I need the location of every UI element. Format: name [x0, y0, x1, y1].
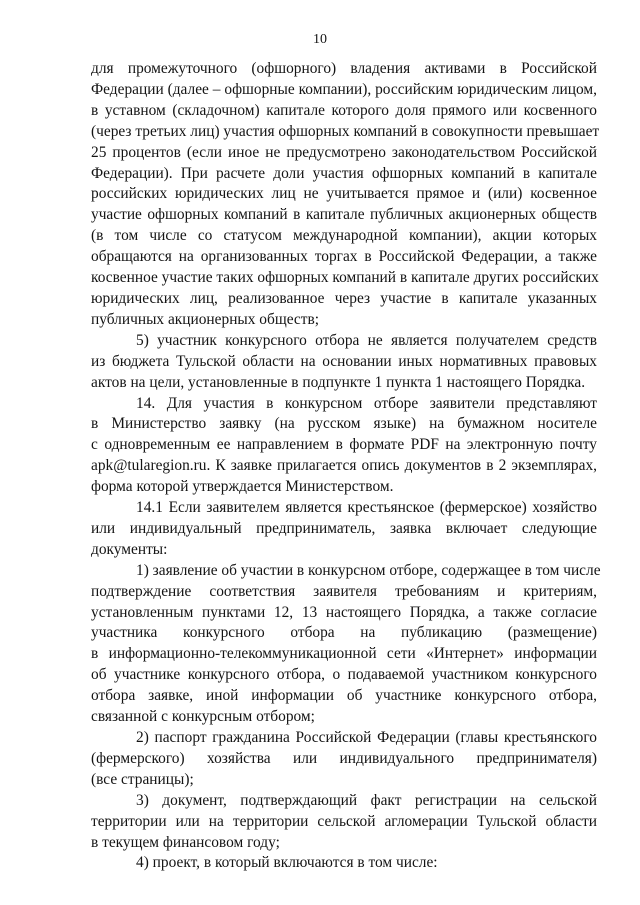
text-line: подтверждение соответствия заявителя требованиям и критериям,	[91, 582, 597, 600]
text-line: участие офшорных компаний в капитале публичных акционерных обществ	[91, 206, 597, 224]
text-line: 14. Для участия в конкурсном отборе заявители представляют	[136, 394, 597, 412]
text-line: (фермерского) хозяйства или индивидуального предпринимателя)	[91, 749, 597, 767]
text-line: 5) участник конкурсного отбора не является получателем средств	[136, 331, 597, 349]
paragraph-section-14	[91, 394, 597, 499]
text-line: Федерации). При расчете доли участия офшорных компаний в капитале	[91, 164, 597, 182]
paragraph-offshore-continuation	[91, 59, 600, 331]
text-line: установленным пунктами 12, 13 настоящего Порядка, а также согласие	[91, 603, 597, 621]
document-body	[91, 59, 601, 874]
text-line: в Министерство заявку (на русском языке) на бумажном носителе	[91, 415, 597, 433]
text-line: связанной с конкурсным отбором;	[91, 708, 315, 726]
text-line: в уставном (складочном) капитале которого доля прямого или косвенного	[91, 101, 597, 119]
text-line: косвенное участие таких офшорных компаний в капитале других российских	[91, 269, 599, 287]
text-line: apk@tularegion.ru. К заявке прилагается опись документов в 2 экземплярах,	[91, 457, 597, 475]
paragraph-item-4	[91, 853, 597, 874]
text-line: российских юридических лиц не учитывается прямое и (или) косвенное	[91, 185, 597, 203]
text-line: 4) проект, в который включаются в том числе:	[136, 854, 438, 872]
text-line: 25 процентов (если иное не предусмотрено законодательством Российской	[91, 143, 597, 161]
text-line: отбора заявке, иной информации об участнике конкурсного отбора,	[91, 687, 597, 705]
paragraph-section-14-1	[91, 498, 597, 561]
text-line: (в том числе со статусом международной компании), акции которых	[91, 227, 597, 245]
text-line: обращаются на организованных торгах в Российской Федерации, а также	[91, 248, 597, 266]
text-line: из бюджета Тульской области на основании иных нормативных правовых	[91, 352, 597, 370]
text-line: юридических лиц, реализованное через участие в капитале указанных	[91, 289, 597, 307]
paragraph-item-5	[91, 331, 597, 394]
text-line: об участнике конкурсного отбора, о подаваемой участником конкурсного	[91, 666, 597, 684]
paragraph-item-1	[91, 561, 601, 728]
text-line: с одновременным ее направлением в формате PDF на электронную почту	[91, 436, 597, 454]
text-line: для промежуточного (офшорного) владения активами в Российской	[91, 60, 597, 77]
text-line: территории или на территории сельской агломерации Тульской области	[91, 812, 597, 830]
text-line: 2) паспорт гражданина Российской Федерации (главы крестьянского	[136, 729, 597, 746]
text-line: 14.1 Если заявителем является крестьянское (фермерское) хозяйство	[136, 499, 597, 517]
paragraph-item-2	[91, 728, 597, 791]
text-line: 1) заявление об участии в конкурсном отборе, содержащее в том числе	[136, 561, 601, 579]
text-line: документы:	[91, 540, 168, 558]
text-line: форма которой утверждается Министерством.	[91, 478, 394, 496]
text-line: (все страницы);	[91, 770, 194, 788]
text-line: в текущем финансовом году;	[91, 833, 280, 851]
text-line: участника конкурсного отбора на публикацию (размещение)	[91, 624, 597, 642]
text-line: публичных акционерных обществ;	[91, 310, 320, 328]
text-line: в информационно-телекоммуникационной сети «Интернет» информации	[91, 645, 597, 663]
page-number: 10	[313, 32, 327, 47]
text-line: 3) документ, подтверждающий факт регистрации на сельской	[136, 791, 597, 809]
text-line: Федерации (далее – офшорные компании), российским юридическим лицом,	[91, 80, 597, 98]
text-line: актов на цели, установленные в подпункте 1 пункта 1 настоящего Порядка.	[91, 373, 586, 391]
paragraph-item-3	[91, 791, 597, 854]
text-line: или индивидуальный предприниматель, заявка включает следующие	[91, 519, 597, 537]
text-line: (через третьих лиц) участия офшорных компаний в совокупности превышает	[91, 122, 600, 140]
